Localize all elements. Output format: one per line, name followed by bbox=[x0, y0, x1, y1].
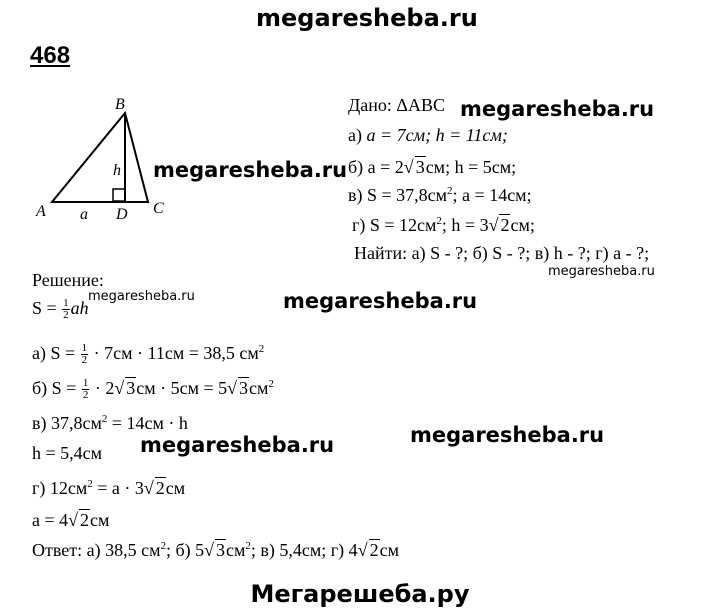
vertex-b-label: B bbox=[115, 96, 125, 113]
solution-b: б) S = $\frac{1}{2}$ · 2√ 3см · 5см = 5√ $3см^2$ bbox=[32, 377, 274, 402]
lower-right-watermark: megaresheba.ru bbox=[410, 423, 605, 447]
vertex-a-label: A bbox=[36, 203, 46, 220]
given-g: г) $S = 12см^2$; h = 3√ 2см; bbox=[352, 215, 535, 235]
formula-small-watermark: megaresheba.ru bbox=[88, 289, 195, 304]
solution-g-2: a = 4√ 2см bbox=[32, 510, 110, 530]
solution-g-1: г) $12см^2 = a \cdot 3√$ 2см bbox=[32, 478, 186, 498]
given-v: в) $S = 37,8см^2$; a = 14см; bbox=[348, 185, 532, 205]
right-angle-mark bbox=[113, 189, 125, 201]
given-watermark: megaresheba.ru bbox=[460, 97, 655, 121]
footer-site-name: Мегарешеба.ру bbox=[250, 580, 470, 608]
header-site-watermark: megaresheba.ru bbox=[256, 4, 478, 32]
solution-v-1: в) $37,8см^2 = 14см \cdot h$ bbox=[32, 413, 188, 433]
side-a-label: a bbox=[80, 206, 88, 223]
height-h-label: h bbox=[113, 162, 121, 179]
lower-left-watermark: megaresheba.ru bbox=[140, 433, 335, 457]
answer-line: Ответ: а) 38,5 $см^2$; б) 5√ $3см^2$; в) 5,4см; г) 4√ 2см bbox=[32, 540, 399, 560]
triangle-abc bbox=[52, 113, 148, 202]
solution-v-2: h = 5,4см bbox=[32, 443, 103, 463]
vertex-c-label: C bbox=[153, 200, 164, 217]
area-formula: S = $\frac{1}{2}$ ah bbox=[32, 297, 89, 322]
find-small-watermark: megaresheba.ru bbox=[548, 264, 655, 279]
given-find: Найти: а) S - ?; б) S - ?; в) h - ?; г) a - ?; bbox=[354, 243, 650, 263]
center-watermark: megaresheba.ru bbox=[283, 289, 478, 313]
point-d-label: D bbox=[116, 206, 128, 223]
given-title: Дано: ΔABC bbox=[348, 95, 445, 115]
problem-number: 468 bbox=[30, 42, 71, 69]
figure-watermark: megaresheba.ru bbox=[153, 158, 348, 182]
given-a: а) a = 7см; h = 11см; bbox=[348, 125, 508, 145]
solution-a: а) S = $\frac{1}{2}$ · 7см · 11см = 38,5 $см^2$ bbox=[32, 342, 265, 367]
solution-title: Решение: bbox=[32, 270, 104, 290]
given-b: б) a = 2√ 3см; h = 5см; bbox=[348, 157, 517, 177]
